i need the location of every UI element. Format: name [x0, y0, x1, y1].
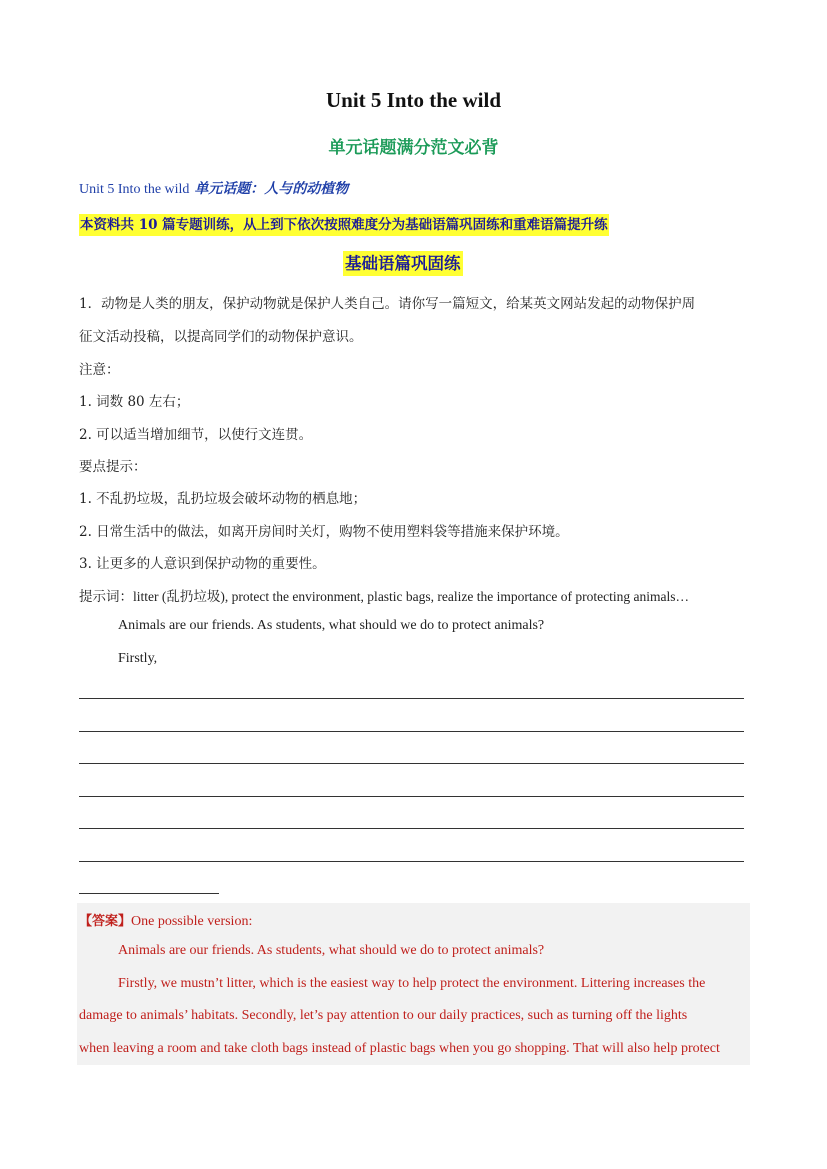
- section-title: 基础语篇巩固练: [343, 251, 463, 276]
- writing-line: [79, 763, 744, 764]
- answer-line: Firstly, we mustn’t litter, which is the easiest way to help protect the environment. Littering increases the: [118, 976, 706, 991]
- writing-line-short: [79, 893, 219, 894]
- point-item: 2. 日常生活中的做法，如离开房间时关灯，购物不使用塑料袋等措施来保护环境。: [79, 524, 569, 540]
- points-label: 要点提示：: [79, 459, 147, 475]
- page-title: Unit 5 Into the wild: [325, 88, 502, 112]
- firstly-prompt: Firstly,: [118, 651, 158, 666]
- writing-line: [79, 698, 744, 699]
- writing-line: [79, 828, 744, 829]
- answer-line: damage to animals’ habitats. Secondly, let’s pay attention to our daily practices, such as turning off the lights: [79, 1008, 688, 1023]
- unit-topic: [79, 178, 348, 198]
- note-item: 2. 可以适当增加细节，以使行文连贯。: [79, 427, 313, 443]
- writing-line: [79, 731, 744, 732]
- answer-line: when leaving a room and take cloth bags instead of plastic bags when you go shopping. That will also help protect: [79, 1041, 720, 1056]
- answer-heading: [79, 910, 252, 930]
- unit-topic-en: Unit 5 Into the wild: [79, 182, 190, 197]
- notice-label: 注意：: [79, 362, 120, 378]
- writing-line: [79, 861, 744, 862]
- page-subtitle: 单元话题满分范文必背: [328, 138, 499, 158]
- answer-line: Animals are our friends. As students, what should we do to protect animals?: [118, 943, 545, 958]
- point-item: 1. 不乱扔垃圾，乱扔垃圾会破坏动物的栖息地；: [79, 491, 367, 507]
- point-item: 3. 让更多的人意识到保护动物的重要性。: [79, 556, 326, 572]
- writing-line: [79, 796, 744, 797]
- question-line-2: 征文活动投稿，以提高同学们的动物保护意识。: [79, 329, 363, 345]
- answer-tag: 【答案】: [79, 914, 132, 929]
- question-line-1: 1．动物是人类的朋友，保护动物就是保护人类自己。请你写一篇短文，给某英文网站发起的动物保护周: [79, 296, 696, 312]
- opening-sentence: Animals are our friends. As students, what should we do to protect animals?: [118, 618, 545, 633]
- answer-label: One possible version:: [131, 914, 253, 929]
- note-item: 1. 词数 80 左右；: [79, 394, 190, 410]
- hint-words: 提示词：litter (乱扔垃圾), protect the environment, plastic bags, realize the importance of protecting animals…: [79, 589, 689, 604]
- unit-topic-cn: 单元话题：人与的动植物: [194, 181, 349, 197]
- intro-highlight: 本资料共 10 篇专题训练，从上到下依次按照难度分为基础语篇巩固练和重难语篇提升练: [79, 214, 609, 236]
